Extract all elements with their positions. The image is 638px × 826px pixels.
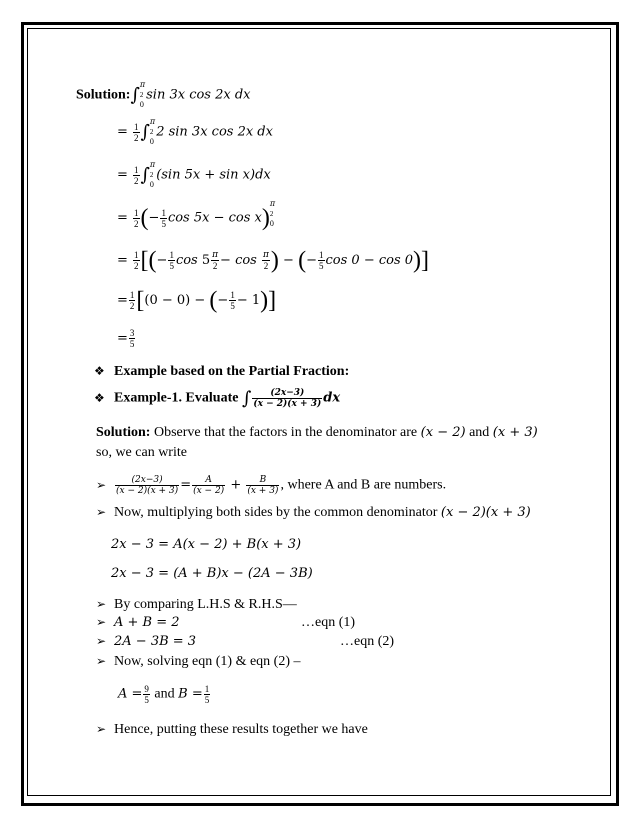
half-fraction: $\frac{1}{2}$ xyxy=(134,121,139,143)
diamond-bullet-icon: ❖ xyxy=(94,390,105,405)
eqn-2-tag: …eqn (2) xyxy=(340,634,395,649)
solution-line-1 xyxy=(76,80,251,110)
step-3-expr: cos 5x − cos x xyxy=(167,210,262,226)
step-6: = $\frac{3}{5}$ xyxy=(117,328,135,349)
arrow-bullet-icon: ➢ xyxy=(96,654,107,668)
bullet-3: ➢ By comparing L.H.S & R.H.S— xyxy=(96,597,297,612)
step-5: = $\frac{1}{2}$ [(0 − 0) − (− $\frac{1}{5}$ − 1)] xyxy=(117,287,277,314)
bullet-1: ➢ $\frac{(2x-3)}{(x - 2)(x + 3)}$ = $\frac{A}{(x - 2)}$ + $\frac{B}{(x + 3)}$ , where A and B are numbers. xyxy=(96,475,447,496)
arrow-bullet-icon: ➢ xyxy=(96,634,107,648)
arrow-bullet-icon: ➢ xyxy=(96,477,107,492)
step-4-tail: cos 0 − cos 0 xyxy=(325,253,414,269)
bullet-2: ➢ Now, multiplying both sides by the common denominator (x − 2)(x + 3) xyxy=(96,505,531,520)
arrow-bullet-icon: ➢ xyxy=(96,505,107,519)
integral-sign: ∫ xyxy=(130,84,140,106)
result-line: A = $\frac{9}{5}$ and B = $\frac{1}{5}$ xyxy=(118,684,210,705)
step-3: = $\frac{1}{2}$ (− $\frac{1}{5}$ cos 5x − cos x)π 2 0 xyxy=(117,199,276,231)
page-border-inner xyxy=(27,28,611,796)
step-1-expr: 2 sin 3x cos 2x dx xyxy=(156,124,273,140)
solution-2-line-1: Solution: Observe that the factors in the denominator are (x − 2) and (x + 3) xyxy=(96,425,538,440)
integral-limits: π 2 0 xyxy=(139,80,146,109)
result-fraction: $\frac{3}{5}$ xyxy=(129,328,135,349)
solution-label: Solution: xyxy=(76,87,131,103)
step-4: = $\frac{1}{2}$ [(− $\frac{1}{5}$ cos 5 $\frac{\pi}{2}$ − cos $\frac{\pi}{2}$ ) − (− $\frac{1}{5}$ cos 0 − cos 0)] xyxy=(117,247,430,274)
example-partial-heading: ❖ Example based on the Partial Fraction: xyxy=(94,364,350,379)
step-2-expr: (sin 5x + sin x)dx xyxy=(156,167,271,183)
arrow-bullet-icon: ➢ xyxy=(96,615,107,629)
step-5-expr: (0 − 0) − xyxy=(144,293,210,309)
equation-1: 2x − 3 = A(x − 2) + B(x + 3) xyxy=(111,537,302,552)
solution-2-line-2: so, we can write xyxy=(96,445,187,460)
integrand: sin 3x cos 2x dx xyxy=(146,87,251,103)
arrow-bullet-icon: ➢ xyxy=(96,597,107,611)
equation-2: 2x − 3 = (A + B)x − (2A − 3B) xyxy=(111,566,313,581)
bullet-4: ➢ A + B = 2 xyxy=(96,615,180,630)
step-2: = $\frac{1}{2}$ ∫π 2 0(sin 5x + sin x)dx xyxy=(117,160,271,189)
arrow-bullet-icon: ➢ xyxy=(96,722,107,736)
bullet-5: ➢ 2A − 3B = 3 xyxy=(96,634,197,649)
eqn-1-tag: …eqn (1) xyxy=(301,615,356,630)
bullet-7: ➢ Hence, putting these results together we have xyxy=(96,722,368,737)
diamond-bullet-icon: ❖ xyxy=(94,364,105,378)
example-1-heading: ❖ Example-1. Evaluate ∫ $\frac{(2x-3)}{(x - 2)(x + 3)}$ dx xyxy=(94,388,341,409)
bullet-6: ➢ Now, solving eqn (1) & eqn (2) – xyxy=(96,654,301,669)
step-1: = $\frac{1}{2}$ ∫π 2 02 sin 3x cos 2x dx xyxy=(117,117,273,146)
